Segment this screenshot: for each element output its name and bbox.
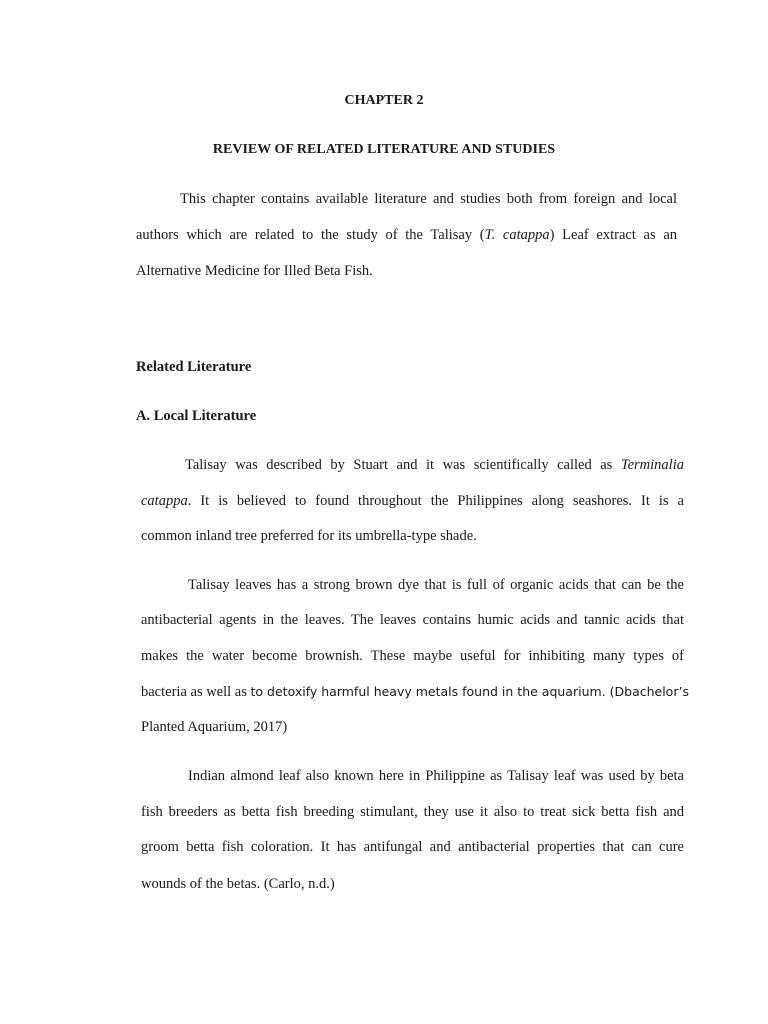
para2-line-4-text-a: bacteria as well as	[141, 684, 251, 700]
para1-line-2	[141, 492, 684, 510]
local-literature-heading: A. Local Literature	[136, 408, 257, 424]
chapter-title: REVIEW OF RELATED LITERATURE AND STUDIES	[212, 142, 556, 157]
intro-line-2-text-a: authors which are related to the study of the Talisay (	[136, 227, 485, 243]
para1-genus: Terminalia	[620, 457, 684, 473]
para1-line-1	[185, 456, 684, 474]
para2-line-4-text-c: (Dbachelor’s	[605, 684, 689, 699]
para3-line-3: groom betta fish coloration. It has antifungal and antibacterial properties that can cure	[141, 839, 684, 855]
para3-line-2: fish breeders as betta fish breeding stimulant, they use it also to treat sick betta fish and	[141, 804, 684, 820]
chapter-number: CHAPTER 2	[344, 93, 424, 108]
intro-line-3: Alternative Medicine for Illed Beta Fish.	[136, 263, 373, 279]
para3-line-4: wounds of the betas. (Carlo, n.d.)	[141, 876, 335, 892]
para2-line-2: antibacterial agents in the leaves. The leaves contains humic acids and tannic acids that	[141, 612, 684, 628]
intro-line-1: This chapter contains available literature and studies both from foreign and local	[180, 191, 677, 207]
intro-species-abbrev: T. catappa	[484, 227, 550, 243]
para1-line-1-text: Talisay was described by Stuart and it was scientifically called as	[185, 457, 621, 473]
related-literature-heading: Related Literature	[136, 359, 252, 375]
intro-line-2	[136, 226, 677, 244]
para1-line-3: common inland tree preferred for its umbrella-type shade.	[141, 528, 477, 544]
para2-line-4	[141, 683, 689, 701]
para2-line-3: makes the water become brownish. These maybe useful for inhibiting many types of	[141, 648, 684, 664]
para3-line-1: Indian almond leaf also known here in Philippine as Talisay leaf was used by beta	[188, 768, 684, 784]
para1-species: catappa	[141, 493, 188, 509]
para2-line-5: Planted Aquarium, 2017)	[141, 719, 288, 735]
para1-line-2-text: . It is believed to found throughout the Philippines along seashores. It is a	[187, 493, 684, 509]
para2-line-4-text-b: to detoxify harmful heavy metals found in the aquarium.	[250, 684, 606, 699]
para2-line-1: Talisay leaves has a strong brown dye that is full of organic acids that can be the	[188, 577, 684, 593]
intro-line-2-text-b: ) Leaf extract as an	[549, 227, 678, 243]
